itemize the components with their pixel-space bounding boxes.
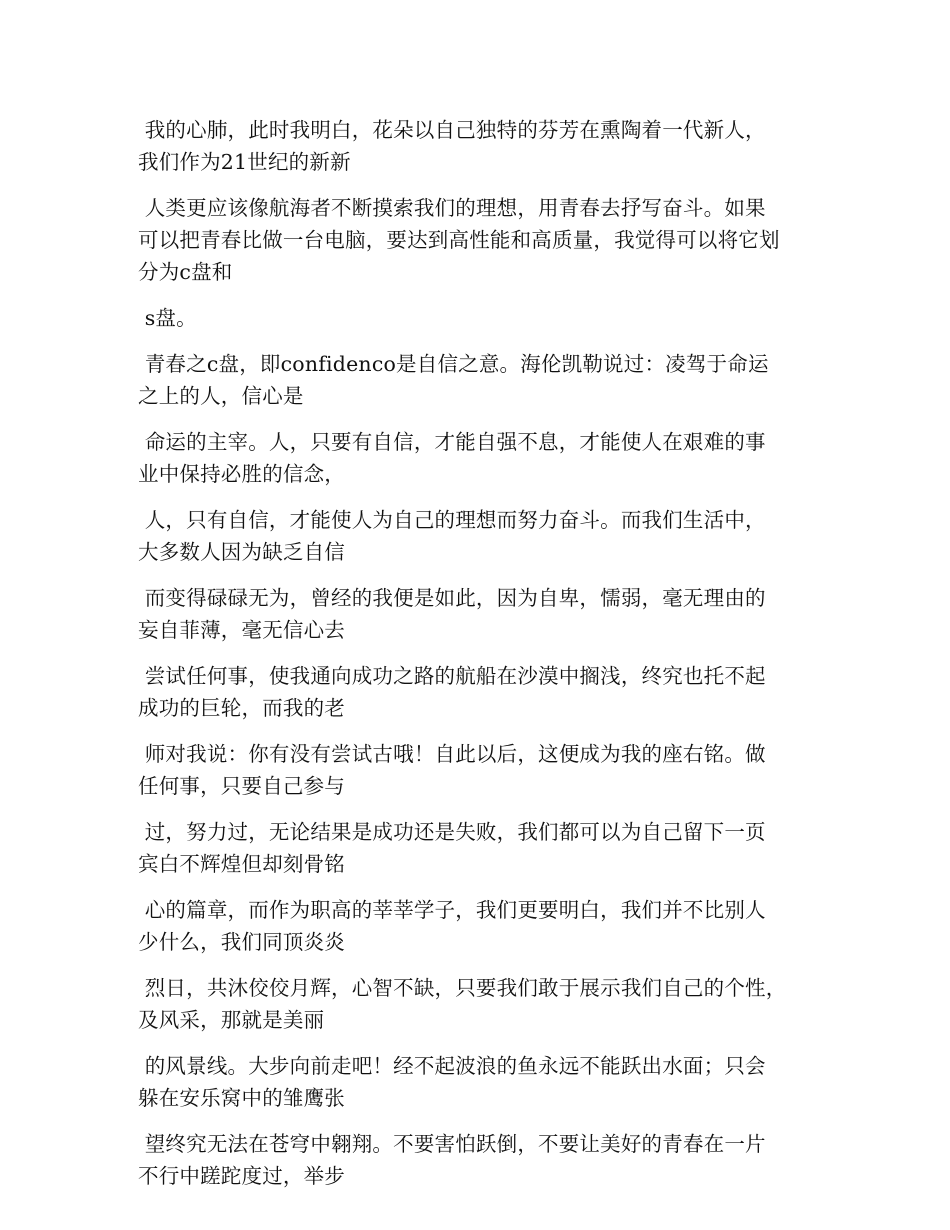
text-line: 我的心肺，此时我明白，花朵以自己独特的芬芳在熏陶着一代新人，	[138, 118, 766, 142]
line-gap	[138, 288, 828, 302]
text-line: 及风采，那就是美丽	[138, 1008, 325, 1032]
text-line: 尝试任何事，使我通向成功之路的航船在沙漠中搁浅，终究也托不起	[138, 664, 766, 688]
text-line: 心的篇章，而作为职高的莘莘学子，我们更要明白，我们并不比别人	[138, 898, 766, 922]
text-line: 望终究无法在苍穹中翱翔。不要害怕跃倒，不要让美好的青春在一片	[138, 1132, 766, 1156]
line-gap	[138, 1114, 828, 1128]
line-gap	[138, 802, 828, 816]
text-line: 过，努力过，无论结果是成功还是失败，我们都可以为自己留下一页	[138, 820, 766, 844]
text-line: 躲在安乐窝中的雏鹰张	[138, 1086, 345, 1110]
line-gap	[138, 334, 828, 348]
line-gap	[138, 178, 828, 192]
line-gap	[138, 412, 828, 426]
text-line: 妄自菲薄，毫无信心去	[138, 618, 345, 642]
line-gap	[138, 646, 828, 660]
text-line: 之上的人，信心是	[138, 384, 304, 408]
text-line: 的风景线。大步向前走吧！经不起波浪的鱼永远不能跃出水面；只会	[138, 1054, 766, 1078]
body-text	[138, 114, 828, 1192]
text-line: 业中保持必胜的信念，	[138, 462, 345, 486]
line-gap	[138, 1036, 828, 1050]
text-line: 烈日，共沐佼佼月辉，心智不缺，只要我们敢于展示我们自己的个性，	[138, 976, 787, 1000]
line-gap	[138, 568, 828, 582]
text-line: 不行中蹉跎度过，举步	[138, 1164, 345, 1188]
text-line: 命运的主宰。人，只要有自信，才能自强不息，才能使人在艰难的事	[138, 430, 766, 454]
text-line: 青春之c盘，即confidenco是自信之意。海伦凯勒说过：凌驾于命运	[138, 352, 769, 376]
text-line: 少什么，我们同顶炎炎	[138, 930, 345, 954]
text-line: 人类更应该像航海者不断摸索我们的理想，用青春去抒写奋斗。如果	[138, 196, 766, 220]
text-line: 可以把青春比做一台电脑，要达到高性能和高质量，我觉得可以将它划	[138, 228, 780, 252]
line-gap	[138, 958, 828, 972]
text-line: 宾白不辉煌但却刻骨铭	[138, 852, 345, 876]
line-gap	[138, 490, 828, 504]
text-line: s盘。	[138, 306, 197, 330]
text-line: 大多数人因为缺乏自信	[138, 540, 345, 564]
text-line: 我们作为21世纪的新新	[138, 150, 351, 174]
text-line: 分为c盘和	[138, 260, 233, 284]
text-line: 成功的巨轮，而我的老	[138, 696, 345, 720]
text-line: 而变得碌碌无为，曾经的我便是如此，因为自卑，懦弱，毫无理由的	[138, 586, 766, 610]
line-gap	[138, 880, 828, 894]
text-line: 师对我说：你有没有尝试古哦！自此以后，这便成为我的座右铭。做	[138, 742, 766, 766]
text-line: 任何事，只要自己参与	[138, 774, 345, 798]
text-line: 人，只有自信，才能使人为自己的理想而努力奋斗。而我们生活中，	[138, 508, 766, 532]
line-gap	[138, 724, 828, 738]
